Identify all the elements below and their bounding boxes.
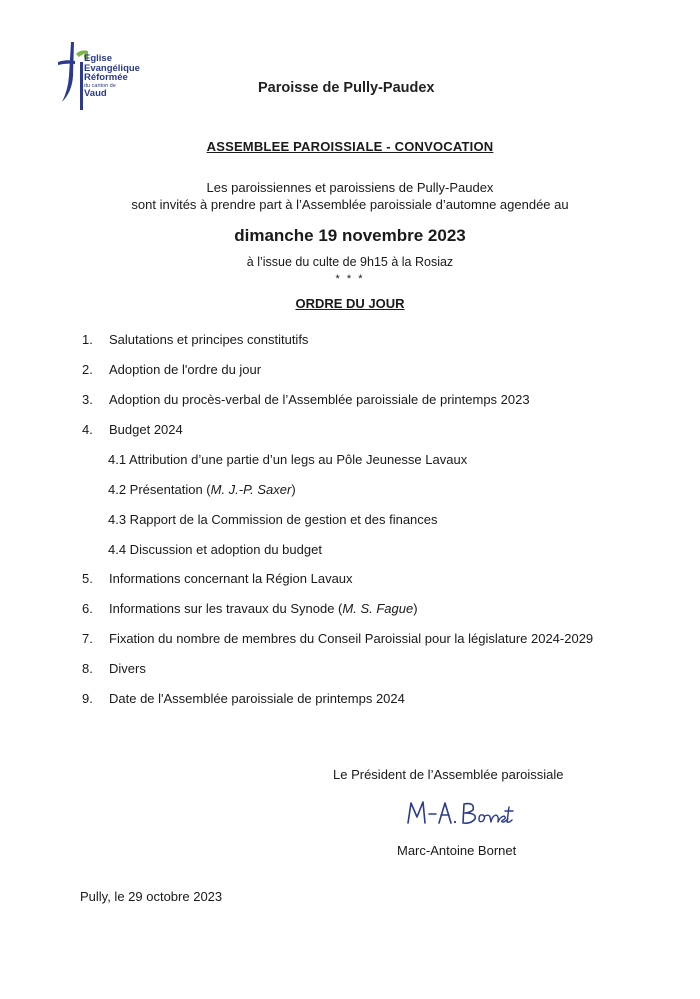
agenda-subitem-presenter: M. J.-P. Saxer (210, 482, 292, 497)
logo-line-1: Eglise (84, 53, 112, 64)
intro-text (0, 179, 700, 213)
handwritten-signature (405, 797, 515, 829)
separator: * * * (335, 273, 365, 285)
agenda-item-number: 6. (82, 601, 93, 616)
agenda-item-text: Fixation du nombre de membres du Conseil Paroissial pour la législature 2024-2029 (109, 631, 594, 646)
agenda-item-text: Informations concernant la Région Lavaux (109, 571, 353, 586)
intro-line-2: sont invités à prendre part à l’Assemblée paroissiale d’automne agendée au (131, 197, 569, 212)
meeting-time-place: à l’issue du culte de 9h15 à la Rosiaz (246, 255, 454, 269)
place-and-date: Pully, le 29 octobre 2023 (80, 889, 223, 904)
agenda-item-number: 8. (82, 661, 93, 676)
agenda-item-text: Salutations et principes constitutifs (109, 332, 309, 347)
convocation-title: ASSEMBLEE PAROISSIALE - CONVOCATION (206, 139, 494, 154)
agenda-item-text-main: Informations sur les travaux du Synode ( (109, 601, 343, 616)
agenda-subitem: 4.1 Attribution d’une partie d’un legs au Pôle Jeunesse Lavaux (108, 452, 468, 467)
agenda-item-text: Adoption du procès-verbal de l’Assemblée paroissiale de printemps 2023 (109, 392, 530, 407)
logo-line-2: Evangélique (84, 62, 140, 74)
church-logo (58, 40, 173, 125)
agenda-item-text: Adoption de l'ordre du jour (109, 362, 262, 377)
agenda-item-text (109, 601, 418, 616)
intro-line-1: Les paroissiennes et paroissiens de Pully-Paudex (206, 180, 494, 195)
agenda-item-number: 2. (82, 362, 93, 377)
agenda-subitem-text: 4.2 Présentation ( (108, 482, 211, 497)
logo-line-5: Vaud (84, 87, 107, 99)
parish-name: Paroisse de Pully-Paudex (258, 80, 435, 96)
agenda-item-close: ) (413, 601, 418, 616)
agenda-subitem (108, 482, 296, 497)
logo-line-3: Réformée (84, 72, 128, 83)
agenda-item-number: 1. (82, 332, 93, 347)
logo-wordmark (84, 54, 140, 98)
agenda-item-number: 9. (82, 691, 93, 706)
agenda-item-presenter: M. S. Fague (342, 601, 414, 616)
agenda-subitem: 4.4 Discussion et adoption du budget (108, 542, 322, 557)
agenda-subitem: 4.3 Rapport de la Commission de gestion et des finances (108, 512, 438, 527)
agenda-item-number: 7. (82, 631, 93, 646)
signer-name: Marc-Antoine Bornet (397, 843, 517, 858)
agenda-item-text: Budget 2024 (109, 422, 183, 437)
logo-line-4: du canton de (84, 82, 116, 89)
agenda-item-number: 5. (82, 571, 93, 586)
agenda-item-text: Date de l'Assemblée paroissiale de printemps 2024 (109, 691, 405, 706)
president-title: Le Président de l’Assemblée paroissiale (333, 767, 564, 782)
agenda-item-number: 4. (82, 422, 93, 437)
meeting-date: dimanche 19 novembre 2023 (234, 226, 466, 245)
agenda-item-text: Divers (109, 661, 146, 676)
agenda-title: ORDRE DU JOUR (295, 296, 405, 311)
agenda-item-number: 3. (82, 392, 93, 407)
agenda-subitem-close: ) (291, 482, 296, 497)
